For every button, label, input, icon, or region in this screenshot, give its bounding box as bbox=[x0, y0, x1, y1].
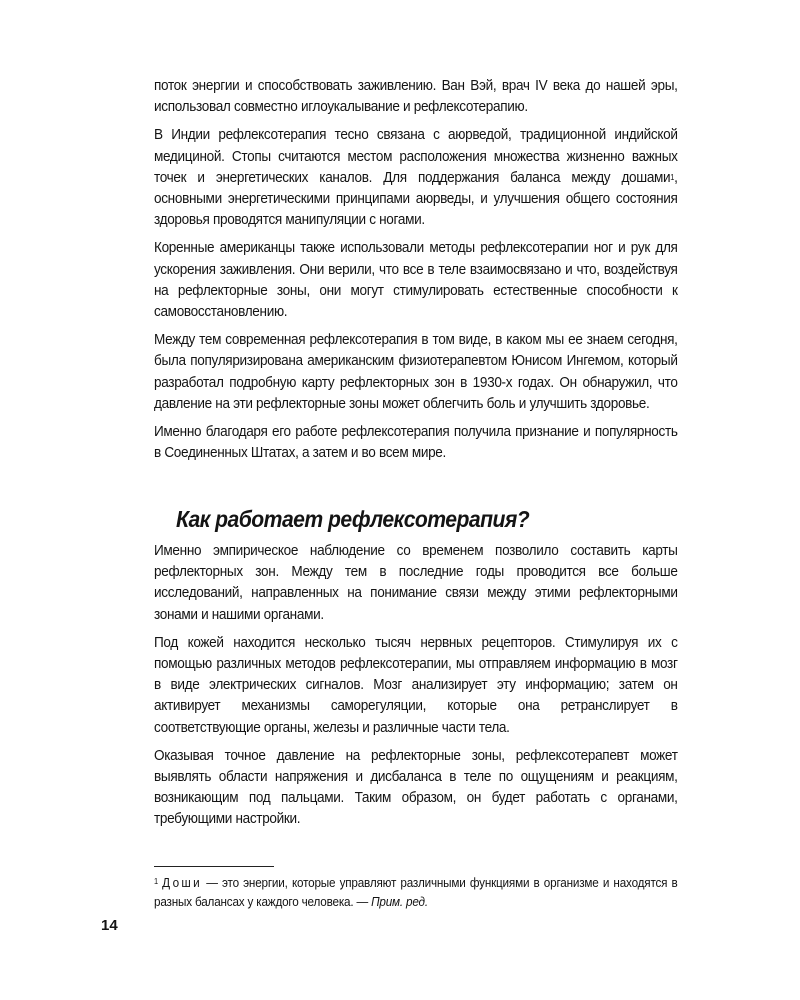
paragraph: Коренные американцы также использовали методы рефлексотерапии ног и рук для ускорения заживления. Они верили, что все в теле взаимосвязано и что, воздействуя на рефлекторные зоны, они могут стимулировать естественные способности к самовосстановлению. bbox=[154, 240, 678, 321]
body-text-top bbox=[154, 76, 678, 471]
footnote-reference: 1 bbox=[670, 172, 675, 182]
paragraph: Именно эмпирическое наблюдение со временем позволило составить карты рефлекторных зон. Между тем в последние годы проводится все больше исследований, направленных на понимание связи между этими рефлекторными зонами и нашими органами. bbox=[154, 543, 678, 623]
page-number: 14 bbox=[101, 917, 118, 934]
paragraph: Под кожей находится несколько тысяч нервных рецепторов. Стимулируя их с помощью различных методов рефлексотерапии, мы отправляем информацию в мозг в виде электрических сигналов. Мозг анализирует эту информацию; затем он активирует механизмы саморегуляции, которые она ретранслирует в соответствующие органы, железы и различные части тела. bbox=[154, 634, 678, 736]
paragraph: Оказывая точное давление на рефлекторные зоны, рефлексотерапевт может выявлять области напряжения и дисбаланса в теле по ощущениям и реакциям, возникающим под пальцами. Таким образом, он будет работать с органами, требующими настройки. bbox=[154, 747, 678, 828]
body-text-bottom bbox=[154, 541, 678, 838]
paragraph-text: В Индии рефлексотерапия тесно связана с аюрведой, традиционной индийской медициной. Стопы считаются местом расположения множества жизненно важных точек и энергетических каналов. Для поддержания баланса между дошами bbox=[154, 127, 678, 186]
section-heading: Как работает рефлексотерапия? bbox=[176, 506, 530, 532]
footnote-text: — это энергии, которые управляют различными функциями в организме и находятся в разных балансах у каждого человека. — bbox=[154, 876, 678, 909]
paragraph-text-continuation: , основными энергетическими принципами аюрведы, и улучшения общего состояния здоровья проводятся манипуляции с ногами. bbox=[154, 169, 678, 229]
footnote-term: Доши bbox=[162, 876, 203, 890]
editor-note: Прим. ред. bbox=[371, 894, 428, 909]
paragraph: Между тем современная рефлексотерапия в том виде, в каком мы ее знаем сегодня, была популяризирована американским физиотерапевтом Юнисом Ингемом, который разработал подробную карту рефлекторных зон в 1930-х годах. Он обнаружил, что давление на эти рефлекторные зоны может облегчить боль и улучшить здоровье. bbox=[154, 332, 678, 412]
paragraph: Именно благодаря его работе рефлексотерапия получила признание и популярность в Соединенных Штатах, а затем и во всем мире. bbox=[154, 424, 678, 462]
paragraph bbox=[154, 125, 678, 231]
paragraph: поток энергии и способствовать заживлению. Ван Вэй, врач IV века до нашей эры, использовал совместно иглоукалывание и рефлексотерапию. bbox=[154, 78, 678, 116]
footnote-divider bbox=[154, 866, 274, 867]
footnote bbox=[154, 874, 678, 911]
footnote-number: 1 bbox=[154, 877, 158, 886]
